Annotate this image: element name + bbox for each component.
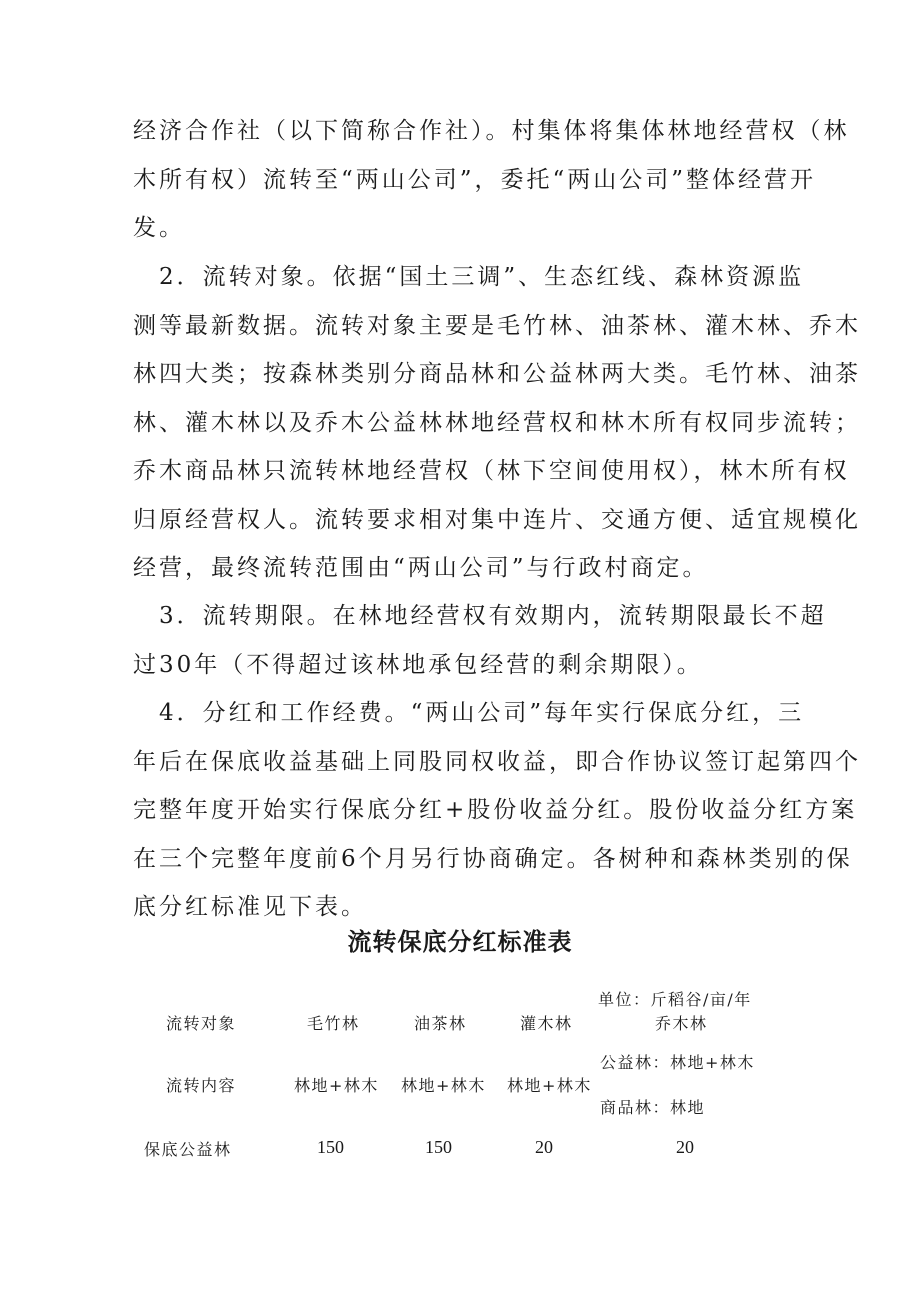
cell-content-guanmu: 林地+林木 xyxy=(507,1076,592,1095)
paragraph-2 xyxy=(133,253,861,593)
paragraph-line: 林、灌木林以及乔木公益林林地经营权和林木所有权同步流转； xyxy=(133,409,861,436)
table-unit-note: 单位：斤稻谷/亩/年 xyxy=(598,990,752,1009)
row-header-public-forest: 保底公益林 xyxy=(144,1140,232,1159)
cell-content-youcha: 林地+林木 xyxy=(401,1076,486,1095)
cell-public-youcha: 150 xyxy=(425,1137,452,1157)
paragraph-line: 过30年（不得超过该林地承包经营的剩余期限）。 xyxy=(133,651,703,678)
row-header-object: 流转对象 xyxy=(166,1014,237,1033)
paragraph-line: 3．流转期限。在林地经营权有效期内，流转期限最长不超 xyxy=(133,603,827,629)
column-guanmu: 灌木林 xyxy=(520,1014,573,1033)
paragraph-line: 林四大类；按森林类别分商品林和公益林两大类。毛竹林、油茶 xyxy=(133,361,861,387)
paragraph-line: 底分红标准见下表。 xyxy=(133,894,367,920)
paragraph-line: 经济合作社（以下简称合作社）。村集体将集体林地经营权（林 xyxy=(133,118,850,144)
paragraph-line: 归原经营权人。流转要求相对集中连片、交通方便、适宜规模化 xyxy=(133,506,861,533)
paragraph-line: 2．流转对象。依据“国土三调”、生态红线、森林资源监 xyxy=(133,264,805,290)
cell-public-qiaomu: 20 xyxy=(676,1137,694,1157)
paragraph-3 xyxy=(133,592,827,689)
column-youcha: 油茶林 xyxy=(414,1014,467,1033)
cell-content-qiaomu-public: 公益林：林地+林木 xyxy=(600,1053,755,1072)
cell-content-qiaomu-commercial: 商品林：林地 xyxy=(600,1098,706,1117)
cell-content-maozhu: 林地+林木 xyxy=(294,1076,379,1095)
paragraph-line: 完整年度开始实行保底分红+股份收益分红。股份收益分红方案 xyxy=(133,797,858,823)
column-qiaomu: 乔木林 xyxy=(655,1014,708,1033)
cell-public-maozhu: 150 xyxy=(317,1137,344,1157)
paragraph-line: 木所有权）流转至“两山公司”，委托“两山公司”整体经营开 xyxy=(133,166,817,193)
paragraph-line: 测等最新数据。流转对象主要是毛竹林、油茶林、灌木林、乔木 xyxy=(133,312,861,339)
paragraph-line: 4．分红和工作经费。“两山公司”每年实行保底分红，三 xyxy=(133,700,805,726)
paragraph-line: 发。 xyxy=(133,215,185,241)
paragraph-line: 在三个完整年度前6个月另行协商确定。各树种和森林类别的保 xyxy=(133,845,853,872)
paragraph-1 xyxy=(133,107,850,253)
paragraph-line: 乔木商品林只流转林地经营权（林下空间使用权），林木所有权 xyxy=(133,458,850,484)
paragraph-line: 年后在保底收益基础上同股同权收益，即合作协议签订起第四个 xyxy=(133,748,861,775)
cell-public-guanmu: 20 xyxy=(535,1137,553,1157)
paragraph-line: 经营，最终流转范围由“两山公司”与行政村商定。 xyxy=(133,555,709,581)
table-title: 流转保底分红标准表 xyxy=(347,928,573,956)
row-header-content: 流转内容 xyxy=(166,1076,237,1095)
column-maozhu: 毛竹林 xyxy=(307,1014,360,1033)
paragraph-4 xyxy=(133,689,861,932)
